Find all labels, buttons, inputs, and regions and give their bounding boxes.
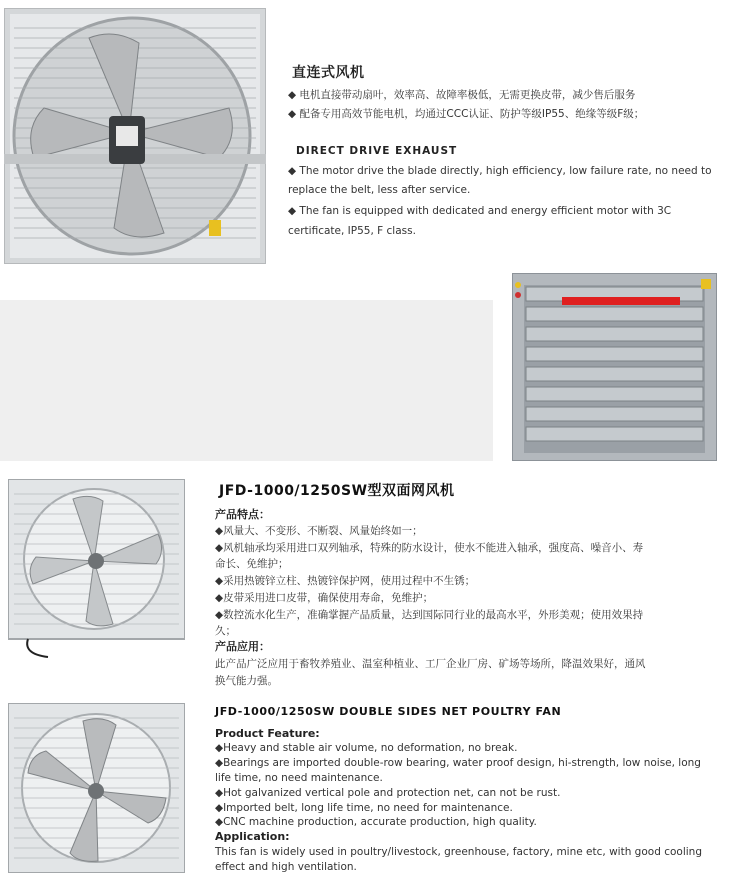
section3-model-title: JFD-1000/1250SW DOUBLE SIDES NET POULTRY FAN xyxy=(215,705,562,718)
section3-feature-line-5: ◆Imported belt, long life time, no need for maintenance. xyxy=(215,802,513,814)
section2-feature-line-1: ◆风量大、不变形、不断裂、风量始终如一； xyxy=(215,525,423,537)
section1-en-line-1: ◆ The motor drive the blade directly, high efficiency, low failure rate, no need to xyxy=(288,165,712,177)
section3-app-line-1: This fan is widely used in poultry/livestock, greenhouse, factory, mine etc, with good cooling xyxy=(215,846,702,858)
section1-en-line-2: replace the belt, less after service. xyxy=(288,184,471,196)
section3-app-line-2: effect and high ventilation. xyxy=(215,861,357,873)
section1-en-title: DIRECT DRIVE EXHAUST xyxy=(296,145,458,157)
section1-en-line-3: ◆ The fan is equipped with dedicated and energy efficient motor with 3C xyxy=(288,205,672,217)
section2-feature-line-6: ◆数控流水化生产，准确掌握产品质量，达到国际同行业的最高水平，外形美观；使用效果持 xyxy=(215,609,644,621)
shutter-fan-back-image xyxy=(512,273,717,461)
section2-feature-line-7: 久； xyxy=(215,625,236,637)
section2-model-title: JFD-1000/1250SW型双面网风机 xyxy=(219,483,455,499)
section2-feature-line-3: 命长、免维护； xyxy=(215,558,289,570)
section2-app-line-1: 此产品广泛应用于畜牧养殖业、温室种植业、工厂企业厂房、矿场等场所，降温效果好，通风 xyxy=(215,658,646,670)
section3-feature-line-4: ◆Hot galvanized vertical pole and protection net, can not be rust. xyxy=(215,787,561,799)
double-net-fan-image-1 xyxy=(8,479,185,664)
section1-cn-title: 直连式风机 xyxy=(292,65,365,81)
section3-apps-head: Application: xyxy=(215,830,290,843)
section2-feature-line-5: ◆皮带采用进口皮带，确保使用寿命，免维护； xyxy=(215,592,434,604)
section2-feature-line-2: ◆风机轴承均采用进口双列轴承，特殊的防水设计，使水不能进入轴承，强度高、噪音小、寿 xyxy=(215,542,644,554)
section2-apps-head: 产品应用： xyxy=(215,640,270,653)
section3-features-head: Product Feature: xyxy=(215,727,320,740)
section2-features-head: 产品特点： xyxy=(215,508,270,521)
section1-cn-bullet-1: ◆ 电机直接带动扇叶，效率高、故障率极低，无需更换皮带，减少售后服务 xyxy=(288,89,636,101)
section3-feature-line-2: ◆Bearings are imported double-row bearing, water proof design, hi-strength, low noise, long xyxy=(215,757,701,769)
direct-drive-fan-image xyxy=(4,8,266,264)
double-net-fan-image-2 xyxy=(8,703,185,873)
section3-feature-line-6: ◆CNC machine production, accurate production, high quality. xyxy=(215,816,537,828)
section3-feature-line-1: ◆Heavy and stable air volume, no deformation, no break. xyxy=(215,742,518,754)
section2-feature-line-4: ◆采用热镀锌立柱、热镀锌保护网，使用过程中不生锈； xyxy=(215,575,476,587)
section3-feature-line-3: life time, no need maintenance. xyxy=(215,772,383,784)
section2-app-line-2: 换气能力强。 xyxy=(215,675,278,687)
section1-en-line-4: certificate, IP55, F class. xyxy=(288,225,416,237)
section1-cn-bullet-2: ◆ 配备专用高效节能电机，均通过CCC认证、防护等级IP55、绝缘等级F级； xyxy=(288,108,645,120)
blank-gray-panel xyxy=(0,300,493,461)
